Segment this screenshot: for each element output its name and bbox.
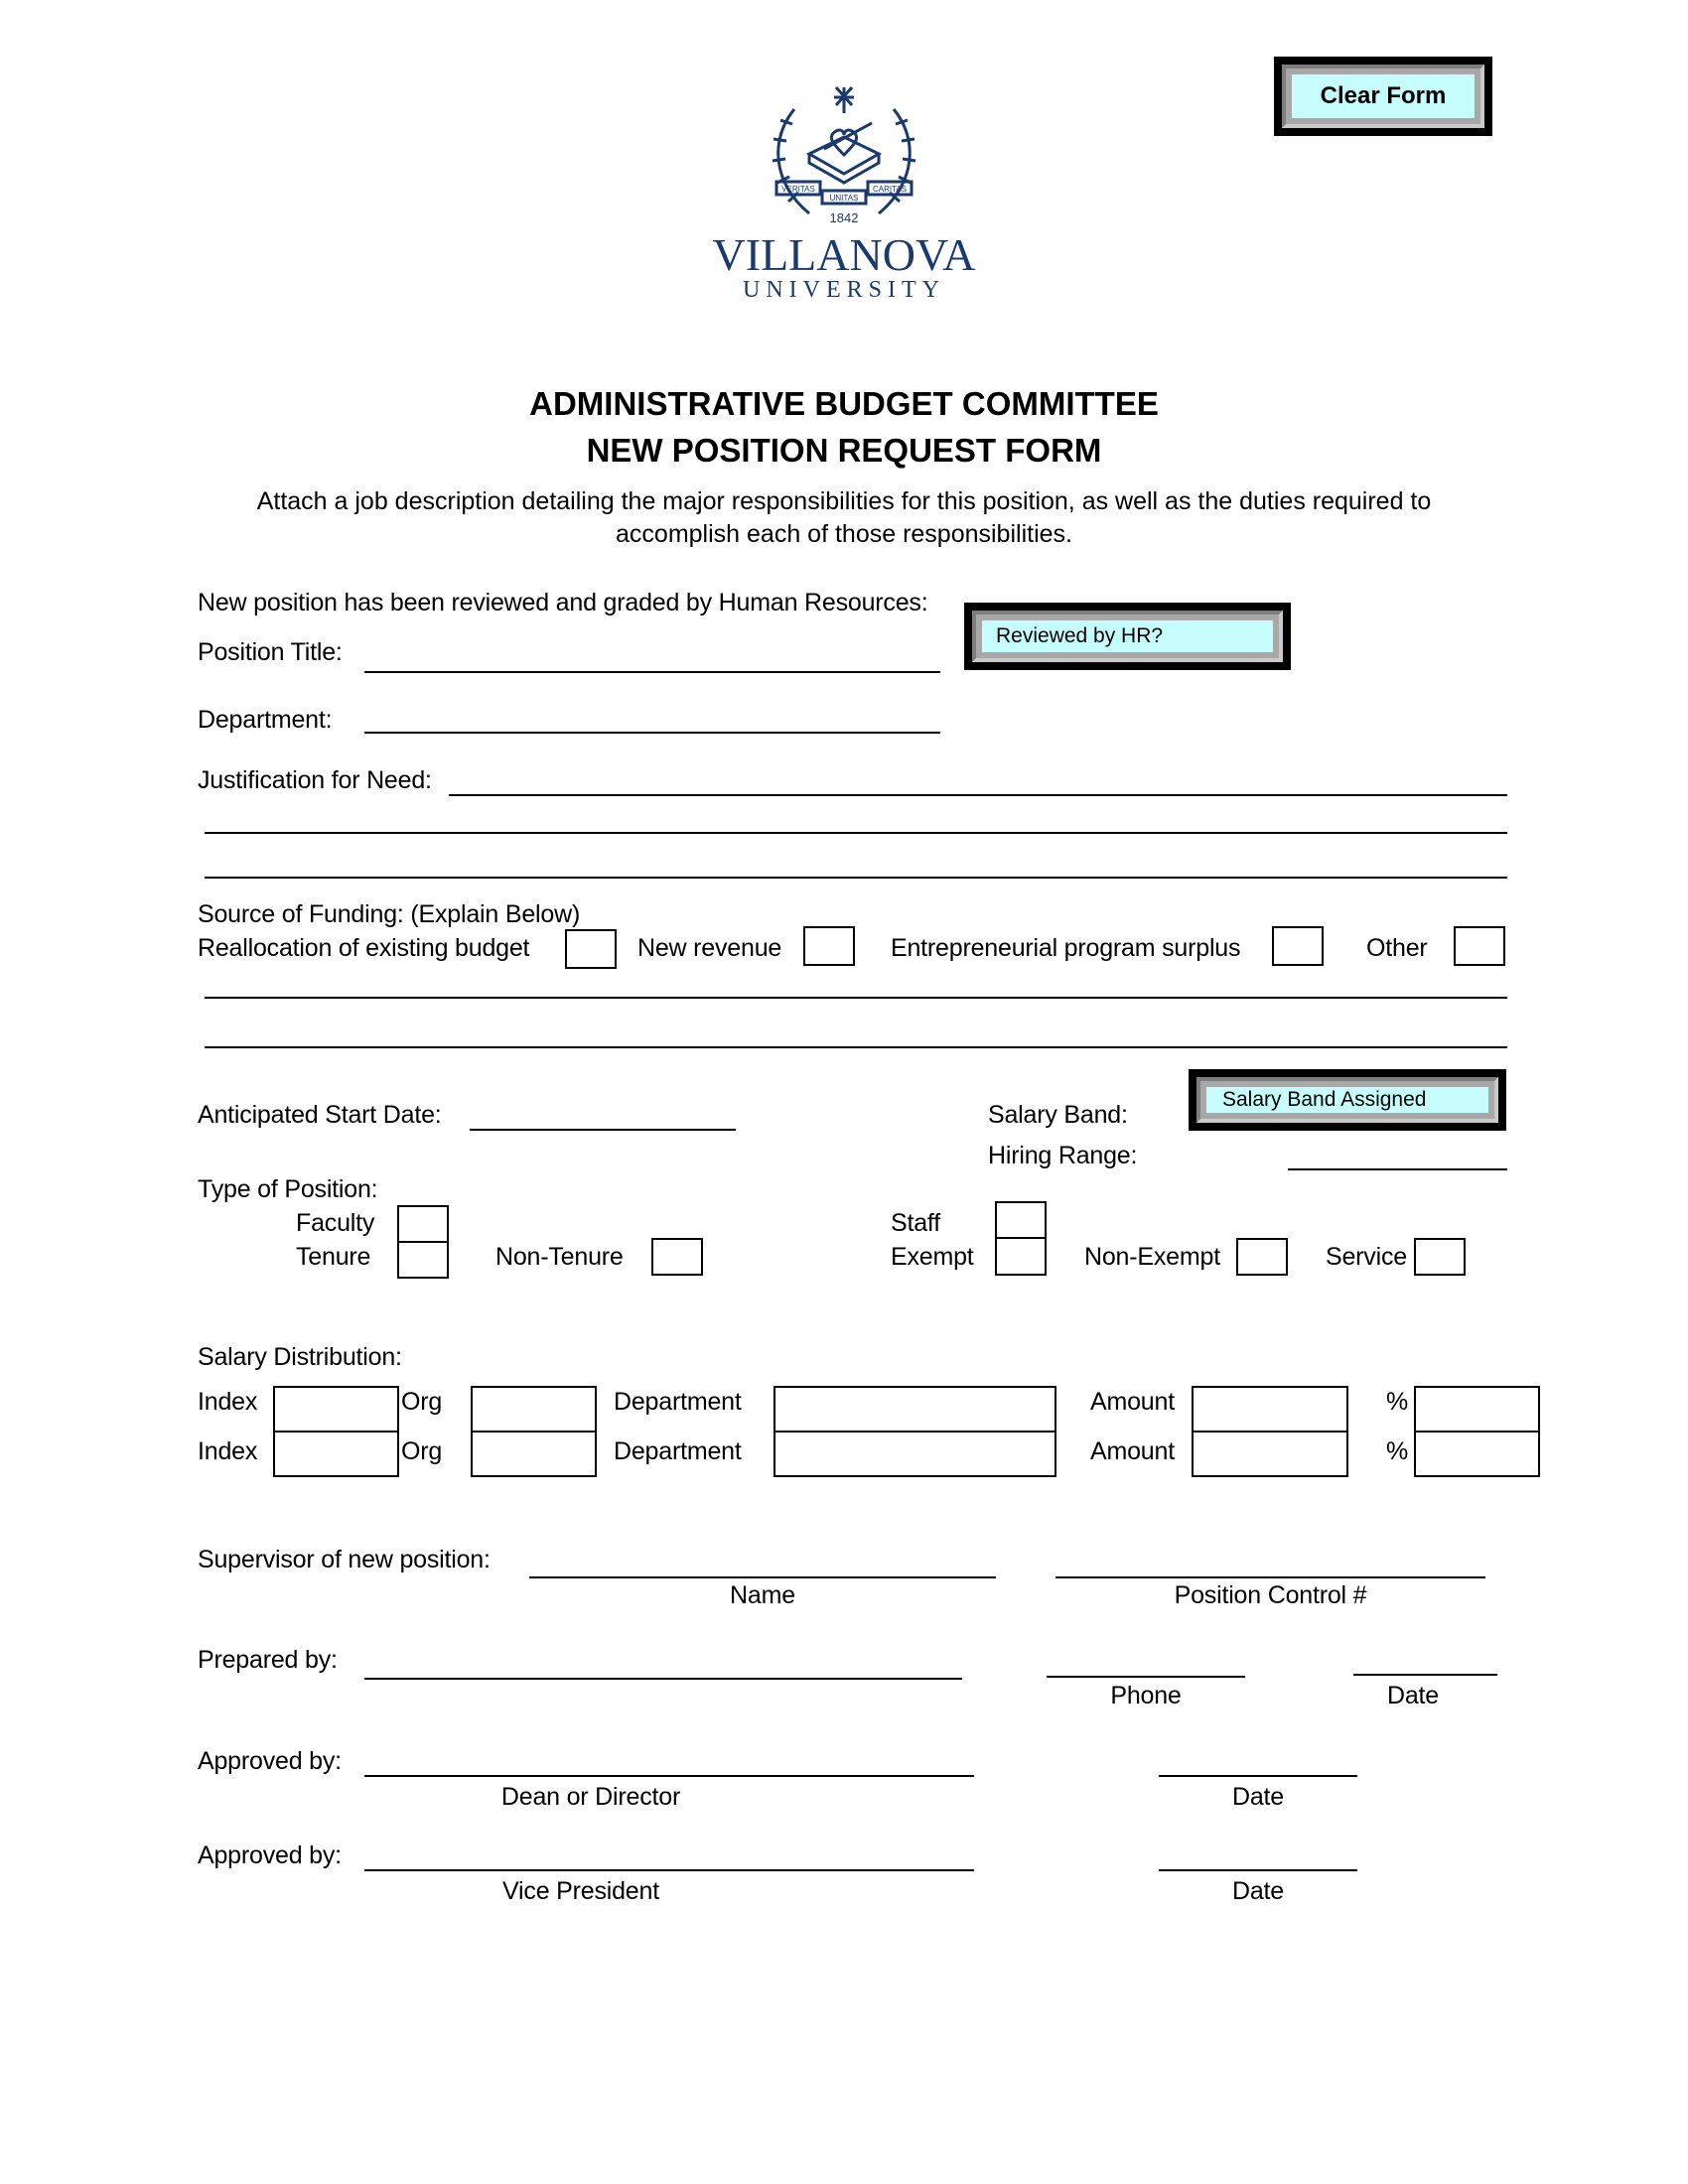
prepared-by-phone-input[interactable]: [1047, 1676, 1245, 1678]
hr-review-label: New position has been reviewed and graded by Human Resources:: [198, 589, 928, 616]
dist-row2-index-label: Index: [198, 1437, 258, 1465]
prepared-date-caption: Date: [1386, 1682, 1439, 1709]
department-input[interactable]: [364, 732, 940, 734]
dist-row2-department-label: Department: [614, 1437, 742, 1465]
dist-row1-amount-input[interactable]: [1192, 1386, 1348, 1433]
department-label: Department:: [198, 706, 333, 734]
salary-distribution-label: Salary Distribution:: [198, 1343, 402, 1371]
service-checkbox[interactable]: [1414, 1238, 1466, 1276]
non-tenure-label: Non-Tenure: [495, 1243, 624, 1271]
university-logo: [755, 79, 933, 228]
approved-by-vp-label: Approved by:: [198, 1842, 342, 1869]
dist-row1-org-label: Org: [401, 1388, 443, 1416]
faculty-label: Faculty: [296, 1209, 375, 1237]
position-control-input[interactable]: [1055, 1576, 1485, 1578]
funding-option-new-revenue-label: New revenue: [637, 934, 782, 962]
salary-band-assigned-button[interactable]: [1189, 1069, 1506, 1131]
start-date-label: Anticipated Start Date:: [198, 1101, 442, 1129]
position-type-label: Type of Position:: [198, 1175, 378, 1203]
dist-row2-percent-label: %: [1386, 1437, 1409, 1465]
tenure-label: Tenure: [296, 1243, 371, 1271]
hiring-range-label: Hiring Range:: [988, 1142, 1138, 1169]
funding-reallocation-checkbox[interactable]: [565, 929, 617, 969]
dean-role-caption: Dean or Director: [500, 1783, 681, 1811]
funding-other-checkbox[interactable]: [1454, 926, 1505, 966]
dist-row2-amount-label: Amount: [1090, 1437, 1175, 1465]
prepared-by-date-input[interactable]: [1353, 1674, 1497, 1676]
prepared-by-input[interactable]: [364, 1678, 962, 1680]
funding-option-other-label: Other: [1366, 934, 1428, 962]
page-title-line2: NEW POSITION REQUEST FORM: [586, 432, 1102, 469]
non-tenure-checkbox[interactable]: [651, 1238, 703, 1276]
vp-date-caption: Date: [1231, 1877, 1284, 1905]
staff-label: Staff: [891, 1209, 940, 1237]
supervisor-name-caption: Name: [730, 1581, 795, 1609]
justification-input-line2[interactable]: [205, 832, 1507, 834]
position-control-caption: Position Control #: [1174, 1581, 1367, 1609]
logo-submark: UNIVERSITY: [743, 277, 945, 303]
dist-row1-department-input[interactable]: [774, 1386, 1056, 1433]
dist-row2-org-input[interactable]: [471, 1431, 597, 1477]
dist-row2-department-input[interactable]: [774, 1431, 1056, 1477]
vp-role-caption: Vice President: [502, 1877, 659, 1905]
hiring-range-input[interactable]: [1288, 1168, 1507, 1170]
dist-row1-percent-input[interactable]: [1414, 1386, 1540, 1433]
logo-wordmark: VILLANOVA: [712, 229, 976, 280]
faculty-checkbox[interactable]: [397, 1205, 449, 1243]
reviewed-by-hr-label: Reviewed by HR?: [996, 624, 1164, 647]
dist-row1-index-label: Index: [198, 1388, 258, 1416]
dist-row1-index-input[interactable]: [273, 1386, 399, 1433]
justification-input-line1[interactable]: [449, 794, 1507, 796]
dist-row1-amount-label: Amount: [1090, 1388, 1175, 1416]
non-exempt-label: Non-Exempt: [1084, 1243, 1220, 1271]
funding-explanation-line2[interactable]: [205, 1046, 1507, 1048]
start-date-input[interactable]: [470, 1129, 736, 1131]
position-title-input[interactable]: [364, 671, 940, 673]
staff-checkbox[interactable]: [995, 1201, 1047, 1239]
university-seal-icon: [755, 79, 933, 228]
svg-text:1842: 1842: [829, 210, 859, 225]
funding-option-entrepreneurial-label: Entrepreneurial program surplus: [891, 934, 1241, 962]
vp-date-input[interactable]: [1159, 1869, 1357, 1871]
service-label: Service: [1326, 1243, 1407, 1271]
funding-option-reallocation-label: Reallocation of existing budget: [198, 934, 530, 962]
svg-text:VERITAS: VERITAS: [781, 185, 815, 194]
dean-date-input[interactable]: [1159, 1775, 1357, 1777]
instructions-line2: accomplish each of those responsibilities.: [616, 520, 1072, 548]
svg-text:UNITAS: UNITAS: [829, 194, 859, 203]
position-title-label: Position Title:: [198, 638, 343, 666]
reviewed-by-hr-button[interactable]: [964, 603, 1291, 670]
dist-row1-percent-label: %: [1386, 1388, 1409, 1416]
phone-caption: Phone: [1110, 1682, 1182, 1709]
supervisor-label: Supervisor of new position:: [198, 1546, 491, 1573]
clear-form-button[interactable]: [1274, 57, 1492, 136]
salary-band-label: Salary Band:: [988, 1101, 1128, 1129]
non-exempt-checkbox[interactable]: [1236, 1238, 1288, 1276]
dist-row2-percent-input[interactable]: [1414, 1431, 1540, 1477]
prepared-by-label: Prepared by:: [198, 1646, 338, 1674]
dist-row2-index-input[interactable]: [273, 1431, 399, 1477]
dean-date-caption: Date: [1231, 1783, 1284, 1811]
page-title-line1: ADMINISTRATIVE BUDGET COMMITTEE: [529, 385, 1159, 422]
dist-row1-department-label: Department: [614, 1388, 742, 1416]
approved-by-dean-label: Approved by:: [198, 1747, 342, 1775]
exempt-checkbox[interactable]: [995, 1237, 1047, 1276]
clear-form-label: Clear Form: [1320, 82, 1447, 109]
exempt-label: Exempt: [891, 1243, 974, 1271]
funding-explanation-line1[interactable]: [205, 997, 1507, 999]
tenure-checkbox[interactable]: [397, 1241, 449, 1279]
dist-row2-amount-input[interactable]: [1192, 1431, 1348, 1477]
dist-row1-org-input[interactable]: [471, 1386, 597, 1433]
funding-entrepreneurial-checkbox[interactable]: [1272, 926, 1324, 966]
instructions-line1: Attach a job description detailing the major responsibilities for this position, as well as the duties required to: [256, 487, 1432, 515]
funding-new-revenue-checkbox[interactable]: [803, 926, 855, 966]
svg-text:CARITAS: CARITAS: [872, 185, 908, 194]
dean-signature-input[interactable]: [364, 1775, 974, 1777]
vp-signature-input[interactable]: [364, 1869, 974, 1871]
funding-label: Source of Funding: (Explain Below): [198, 900, 581, 928]
salary-band-assigned-label: Salary Band Assigned: [1222, 1088, 1427, 1111]
justification-label: Justification for Need:: [198, 766, 432, 794]
supervisor-name-input[interactable]: [529, 1576, 996, 1578]
dist-row2-org-label: Org: [401, 1437, 443, 1465]
justification-input-line3[interactable]: [205, 877, 1507, 879]
